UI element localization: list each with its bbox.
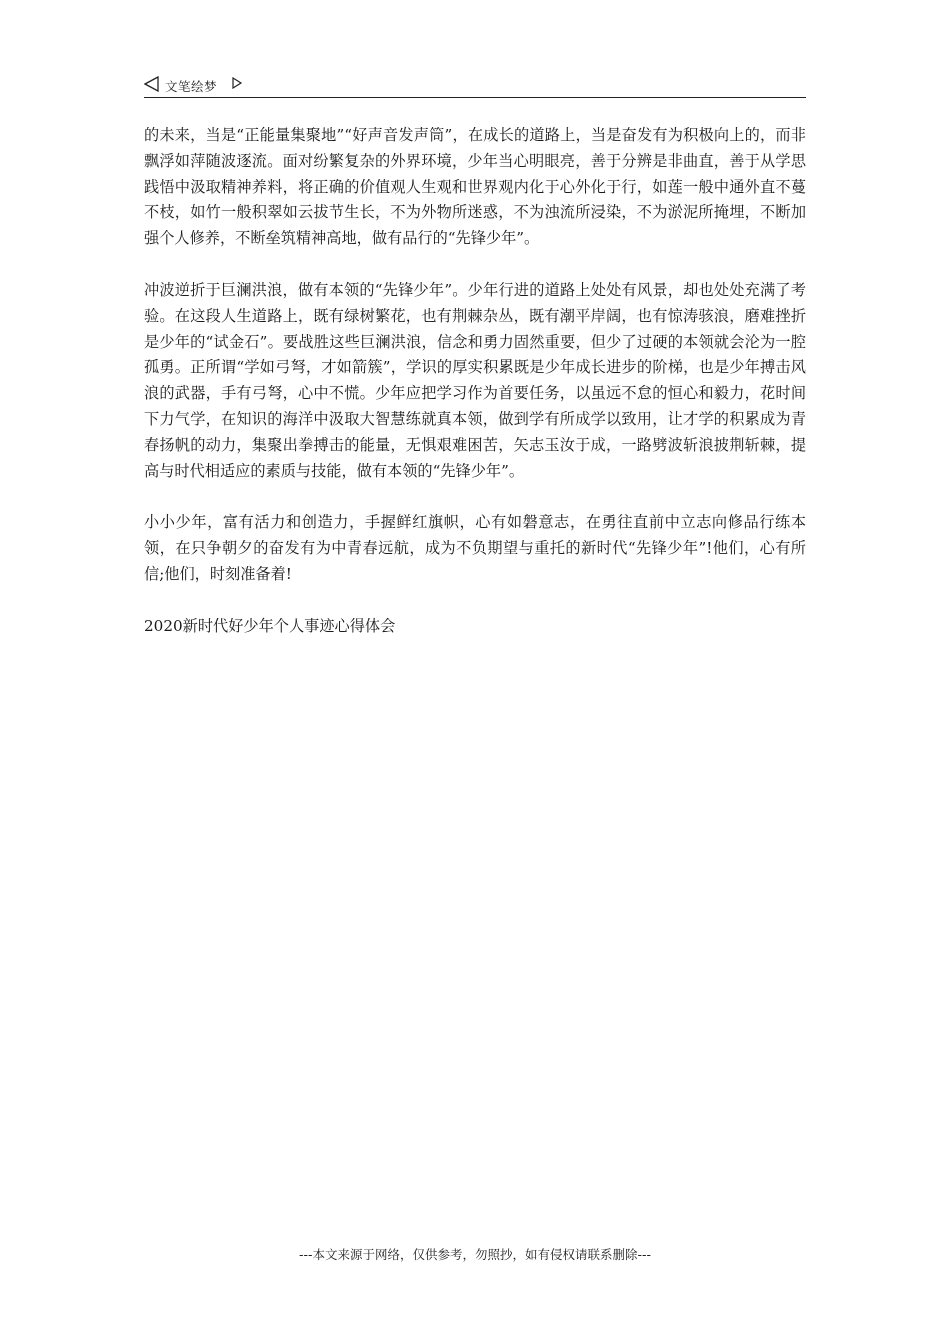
document-body [144,123,806,640]
paragraph: 小小少年，富有活力和创造力，手握鲜红旗帜，心有如磐意志，在勇往直前中立志向修品行练本领，在只争朝夕的奋发有为中青春远航，成为不负期望与重托的新时代“先锋少年”!他们，心有所信;他们，时刻准备着! [144,513,806,583]
footer-notice: ---本文来源于网络，仅供参考，勿照抄，如有侵权请联系删除--- [298,1247,652,1262]
paragraph: 的未来，当是“正能量集聚地”“好声音发声筒”，在成长的道路上，当是奋发有为积极向上的，而非飘浮如萍随波逐流。面对纷繁复杂的外界环境，少年当心明眼亮，善于分辨是非曲直，善于从学思践悟中汲取精神养料，将正确的价值观人生观和世界观内化于心外化于行，如莲一般中通外直不蔓不枝，如竹一般积翠如云拔节生长，不为外物所迷惑，不为浊流所浸染，不为淤泥所掩埋，不断加强个人修养，不断垒筑精神高地，做有品行的“先锋少年”。 [144,126,806,248]
paragraph: 冲波逆折于巨澜洪浪，做有本领的“先锋少年”。少年行进的道路上处处有风景，却也处处充满了考验。在这段人生道路上，既有绿树繁花，也有荆棘杂丛，既有潮平岸阔，也有惊涛骇浪，磨难挫折是少年的“试金石”。要战胜这些巨澜洪浪，信念和勇力固然重要，但少了过硬的本领就会沦为一腔孤勇。正所谓“学如弓弩，才如箭簇”，学识的厚实积累既是少年成长进步的阶梯，也是少年搏击风浪的武器，手有弓弩，心中不慌。少年应把学习作为首要任务，以虽远不怠的恒心和毅力，花时间下力气学，在知识的海洋中汲取大智慧练就真本领，做到学有所成学以致用，让才学的积累成为青春扬帆的动力，集聚出拳搏击的能量，无惧艰难困苦，矢志玉汝于成，一路劈波斩浪披荆斩棘，提高与时代相适应的素质与技能，做有本领的“先锋少年”。 [144,280,806,480]
triangle-right-icon [231,77,243,89]
header-title: 文笔绘梦 [165,79,218,94]
triangle-left-icon [144,76,160,92]
page-header [144,74,806,98]
document-title: 2020新时代好少年个人事迹心得体会 [144,616,396,635]
